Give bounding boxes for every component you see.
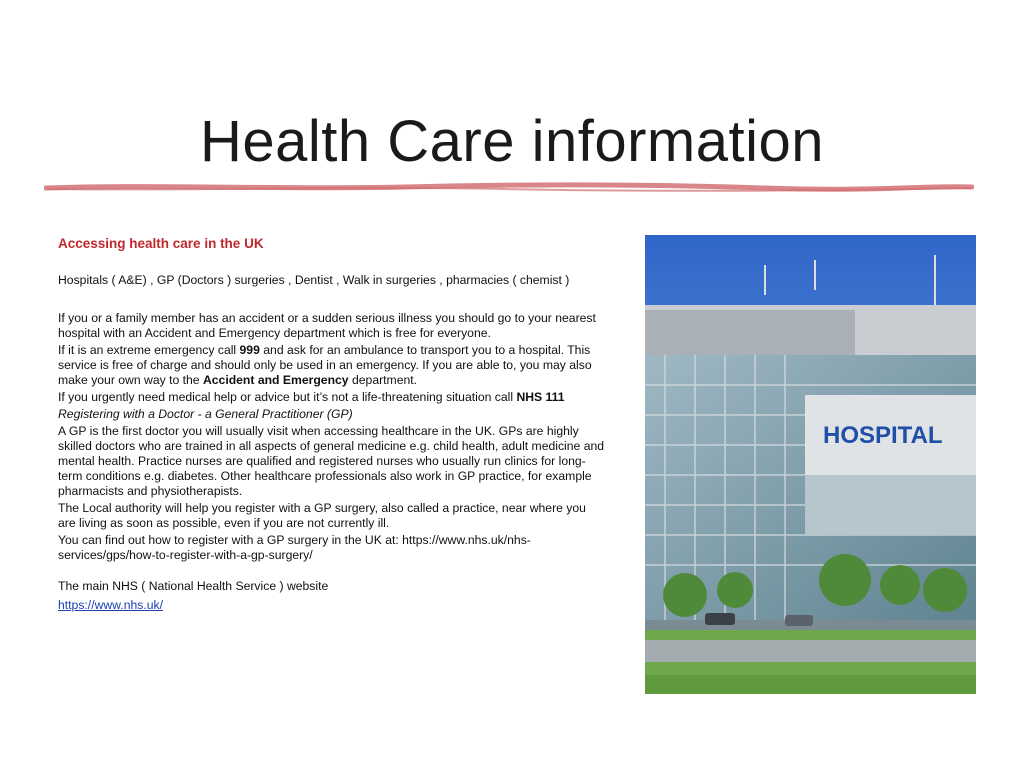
services-list: Hospitals ( A&E) , GP (Doctors ) surgeries , Dentist , Walk in surgeries , pharmacies ( chemist ) [58, 273, 570, 287]
title-underline [44, 180, 974, 194]
body-text [58, 236, 606, 613]
gp-heading: Registering with a Doctor - a General Practitioner (GP) [58, 407, 353, 421]
accident-paragraph: If you or a family member has an accident or a sudden serious illness you should go to your nearest hospital with an Accident and Emergency department which is free for everyone. [58, 311, 596, 340]
nhs-website-link[interactable]: https://www.nhs.uk/ [58, 598, 163, 612]
emergency-pre: If it is an extreme emergency call [58, 343, 240, 357]
urgent-paragraph [58, 390, 606, 405]
emergency-number: 999 [239, 343, 260, 357]
emergency-department: Accident and Emergency [202, 373, 349, 387]
slide-title: Health Care information [199, 109, 824, 174]
local-authority-paragraph: The Local authority will help you register with a GP surgery, also called a practice, near where you are living as soon as possible, even if you are not currently ill. [58, 501, 586, 530]
gp-paragraph: A GP is the first doctor you will usually visit when accessing healthcare in the UK. GPs are highly skilled doctors who are trained in all aspects of general medicine e.g. child health, adult medicine and mental health. Practice nurses are qualified and registered nurses who usually run clinics for long-term conditions e.g. diabetes. Other healthcare professionals also work in GP practice, for example pharmacists and physiotherapists. [58, 424, 605, 498]
section-subheading: Accessing health care in the UK [58, 236, 264, 251]
urgent-service: NHS 111 [516, 390, 565, 404]
hospital-sign: HOSPITAL [823, 422, 943, 449]
emergency-post: department. [348, 373, 418, 387]
emergency-paragraph [58, 343, 606, 388]
register-info-paragraph: You can find out how to register with a GP surgery in the UK at: https://www.nhs.uk/nhs-services/gps/how-to-register-with-a-gp-surgery/ [58, 533, 531, 562]
urgent-pre: If you urgently need medical help or advice but it’s not a life-threatening situation call [58, 390, 517, 404]
emergency-mid: and ask for an ambulance to transport you to a hospital. This service is free of charge and should only be used in an emergency. If you are able to, you may also make your own way to the [58, 343, 592, 387]
nhs-website-label: The main NHS ( National Health Service ) website [58, 579, 329, 593]
hospital-photo [645, 235, 976, 694]
